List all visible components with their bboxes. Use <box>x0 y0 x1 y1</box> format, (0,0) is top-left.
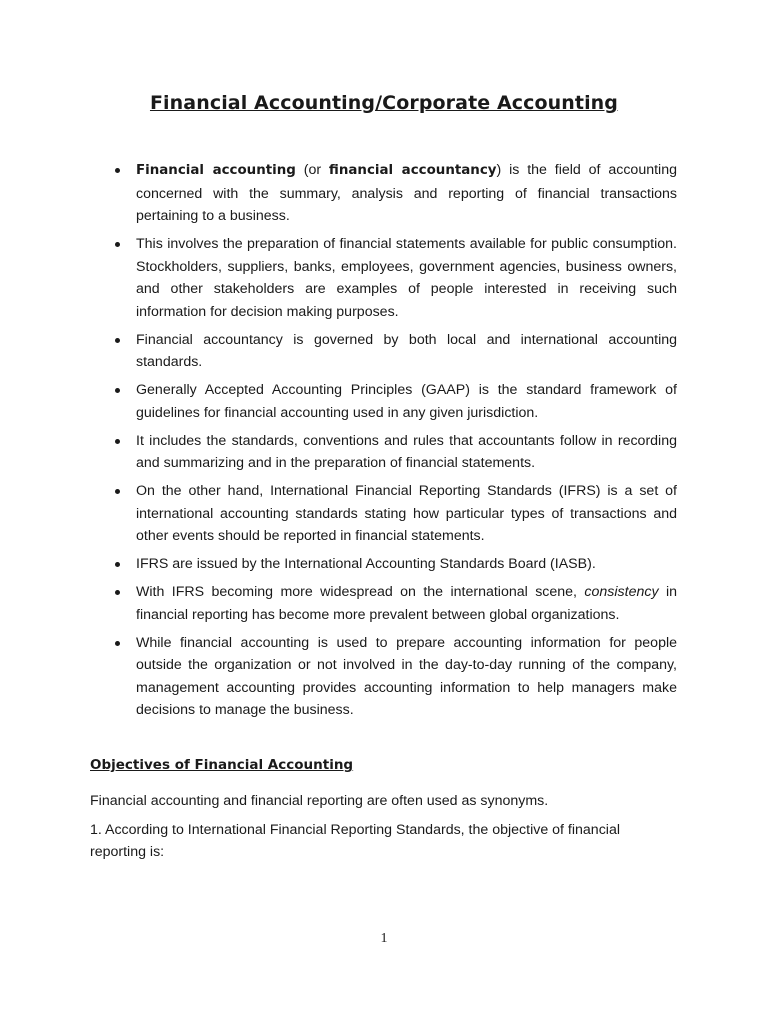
bullet-item <box>136 632 677 722</box>
bullet-text: Generally Accepted Accounting Principles (GAAP) is the standard framework of guidelines for financial accounting used in any given jurisdiction. <box>136 382 677 421</box>
bullet-item <box>136 430 677 475</box>
bullet-text: On the other hand, International Financial Reporting Standards (IFRS) is a set of international accounting standards stating how particular types of transactions and other events should be reported in financial statements. <box>136 483 677 544</box>
bullet-item <box>136 233 677 323</box>
bullet-item <box>136 581 677 626</box>
bullet-bold-text: financial accountancy <box>328 163 497 178</box>
bullet-item <box>136 553 677 576</box>
bullet-text: Financial accountancy is governed by both local and international accounting standards. <box>136 331 677 370</box>
bullet-item <box>136 379 677 424</box>
bullet-text: IFRS are issued by the International Accounting Standards Board (IASB). <box>136 556 596 572</box>
page-title: Financial Accounting/Corporate Accounting <box>149 92 619 114</box>
bullet-text: (or <box>295 162 329 178</box>
bullet-item <box>136 329 677 374</box>
bullet-text: in financial reporting has become more prevalent between global organizations. <box>136 584 678 623</box>
bullet-text: With IFRS becoming more widespread on the international scene, <box>136 584 585 600</box>
bullet-italic-text: consistency <box>584 584 659 600</box>
bullet-item <box>136 480 677 548</box>
bullet-item <box>136 159 677 228</box>
bullet-text: While financial accounting is used to prepare accounting information for people outside the organization or not involved in the day-to-day running of the company, management accounting provides accounting information to help managers make decisions to manage the business. <box>136 634 677 718</box>
bullet-text: ) is the field of accounting concerned with the summary, analysis and reporting of financial transactions pertaining to a business. <box>136 162 677 224</box>
paragraph-ifrs-objective: 1. According to International Financial Reporting Standards, the objective of financial reporting is: <box>90 822 620 860</box>
bullet-list <box>136 159 677 727</box>
bullet-text: It includes the standards, conventions and rules that accountants follow in recording and summarizing and in the preparation of financial statements. <box>136 432 677 471</box>
bullet-bold-text: Financial accounting <box>136 163 296 178</box>
paragraph-synonyms: Financial accounting and financial reporting are often used as synonyms. <box>90 793 549 809</box>
page-number: 1 <box>380 931 388 946</box>
bullet-text: This involves the preparation of financial statements available for public consumption. Stockholders, suppliers, banks, employees, government agencies, business owners, and other stakeholders are examples of people interested in receiving such information for decision making purposes. <box>136 236 677 320</box>
section-heading: Objectives of Financial Accounting <box>90 757 354 773</box>
